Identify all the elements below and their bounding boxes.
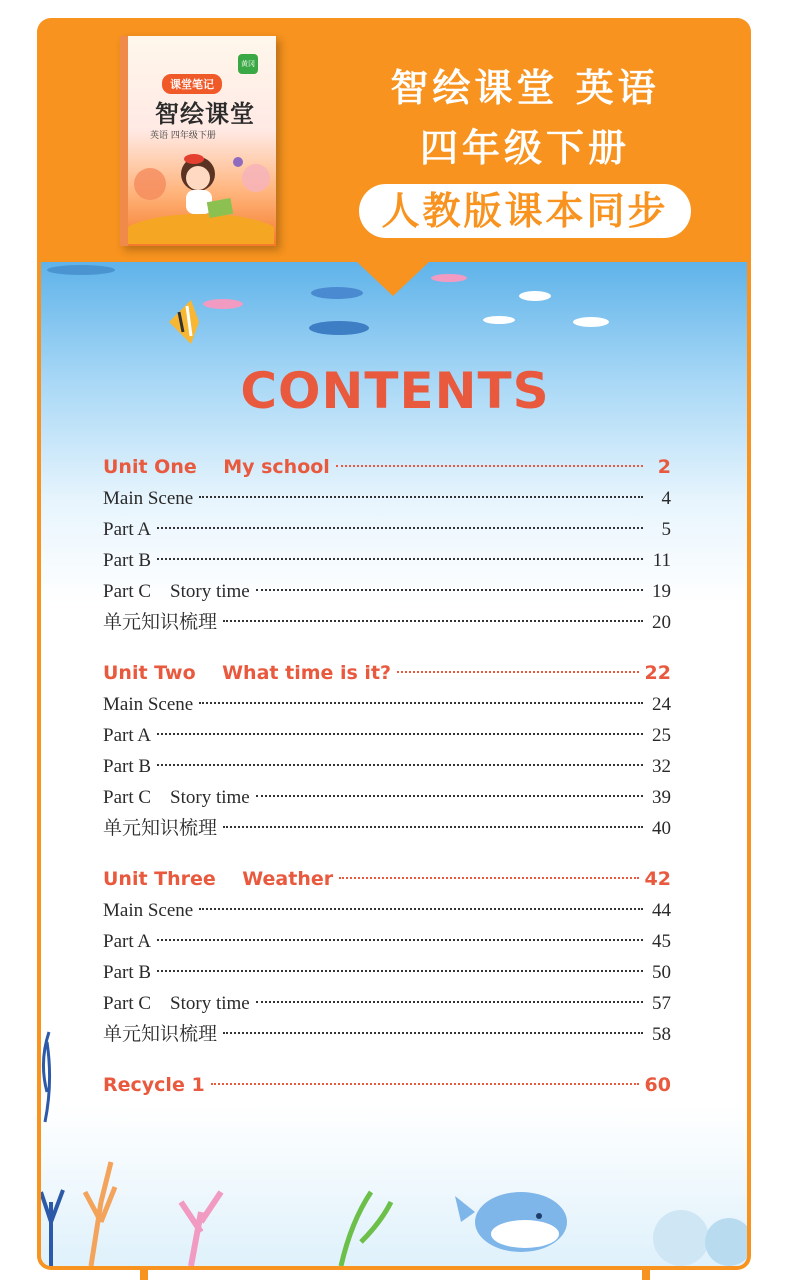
unit-title: Unit Two What time is it? — [103, 662, 392, 684]
toc-entry — [103, 813, 671, 844]
table-of-contents — [103, 452, 671, 1101]
toc-entry — [103, 751, 671, 782]
recycle-heading — [103, 1070, 671, 1101]
book-title: 智绘课堂 — [155, 100, 255, 128]
entry-page: 11 — [652, 550, 671, 571]
dot-leader — [339, 877, 638, 879]
entry-label: Part B — [103, 962, 152, 983]
entry-page: 25 — [652, 725, 671, 746]
dot-leader — [157, 970, 643, 972]
unit-page: 22 — [644, 662, 671, 684]
entry-label: Main Scene — [103, 900, 194, 921]
entry-label: Part B — [103, 550, 152, 571]
recycle-page: 60 — [644, 1074, 671, 1096]
toc-entry — [103, 926, 671, 957]
dot-leader — [256, 1001, 643, 1003]
toc-entry — [103, 895, 671, 926]
toc-entry — [103, 689, 671, 720]
entry-label: Part C Story time — [103, 787, 250, 808]
entry-page: 32 — [652, 756, 671, 777]
entry-page: 39 — [652, 787, 671, 808]
entry-label: Part B — [103, 756, 152, 777]
entry-label: Part C Story time — [103, 993, 250, 1014]
toc-entry — [103, 607, 671, 638]
toc-entry — [103, 576, 671, 607]
entry-label: Part A — [103, 931, 152, 952]
header-grade: 四年级下册 — [419, 126, 630, 170]
entry-label: Part A — [103, 725, 152, 746]
entry-label: 单元知识梳理 — [103, 1024, 218, 1045]
dot-leader — [199, 908, 643, 910]
entry-page: 58 — [652, 1024, 671, 1045]
entry-label: Part A — [103, 519, 152, 540]
panel-notch — [357, 262, 429, 296]
recycle-title: Recycle 1 — [103, 1074, 205, 1096]
entry-page: 5 — [661, 519, 671, 540]
entry-label: Main Scene — [103, 694, 194, 715]
book-subtitle: 英语 四年级下册 — [150, 131, 216, 141]
toc-entry — [103, 720, 671, 751]
edition-pill: 人教版课本同步 — [359, 184, 690, 238]
dot-leader — [157, 939, 643, 941]
entry-page: 50 — [652, 962, 671, 983]
entry-page: 24 — [652, 694, 671, 715]
unit-heading — [103, 864, 671, 895]
entry-page: 57 — [652, 993, 671, 1014]
unit-page: 42 — [644, 868, 671, 890]
toc-entry — [103, 483, 671, 514]
unit-three — [103, 864, 671, 1050]
toc-entry — [103, 1019, 671, 1050]
entry-page: 4 — [661, 488, 671, 509]
entry-label: 单元知识梳理 — [103, 818, 218, 839]
toc-entry — [103, 957, 671, 988]
entry-label: 单元知识梳理 — [103, 612, 218, 633]
dot-leader — [336, 465, 643, 467]
dot-leader — [157, 558, 643, 560]
dot-leader — [157, 527, 643, 529]
unit-heading — [103, 452, 671, 483]
book-girl-illustration — [128, 144, 274, 244]
entry-page: 44 — [652, 900, 671, 921]
dot-leader — [211, 1083, 639, 1085]
unit-page: 2 — [657, 456, 671, 478]
entry-page: 45 — [652, 931, 671, 952]
book-tag: 课堂笔记 — [162, 74, 222, 94]
contents-title: CONTENTS — [240, 362, 550, 420]
dot-leader — [256, 795, 643, 797]
entry-label: Part C Story time — [103, 581, 250, 602]
unit-heading — [103, 658, 671, 689]
dot-leader — [223, 1032, 643, 1034]
dot-leader — [157, 733, 643, 735]
unit-two — [103, 658, 671, 844]
toc-entry — [103, 545, 671, 576]
entry-page: 40 — [652, 818, 671, 839]
entry-label: Main Scene — [103, 488, 194, 509]
entry-page: 20 — [652, 612, 671, 633]
unit-one — [103, 452, 671, 638]
toc-entry — [103, 782, 671, 813]
header-text-block — [340, 58, 710, 238]
book-badge: 黄冈 — [238, 54, 258, 74]
entry-page: 19 — [652, 581, 671, 602]
toc-entry — [103, 988, 671, 1019]
dot-leader — [157, 764, 643, 766]
unit-title: Unit One My school — [103, 456, 330, 478]
book-spine — [120, 36, 128, 246]
dot-leader — [256, 589, 643, 591]
dot-leader — [223, 620, 643, 622]
dot-leader — [397, 671, 638, 673]
dot-leader — [199, 702, 643, 704]
dot-leader — [199, 496, 643, 498]
dot-leader — [223, 826, 643, 828]
header-title: 智绘课堂 英语 — [390, 66, 660, 110]
toc-entry — [103, 514, 671, 545]
book-cover-image — [120, 36, 276, 246]
unit-title: Unit Three Weather — [103, 868, 334, 890]
